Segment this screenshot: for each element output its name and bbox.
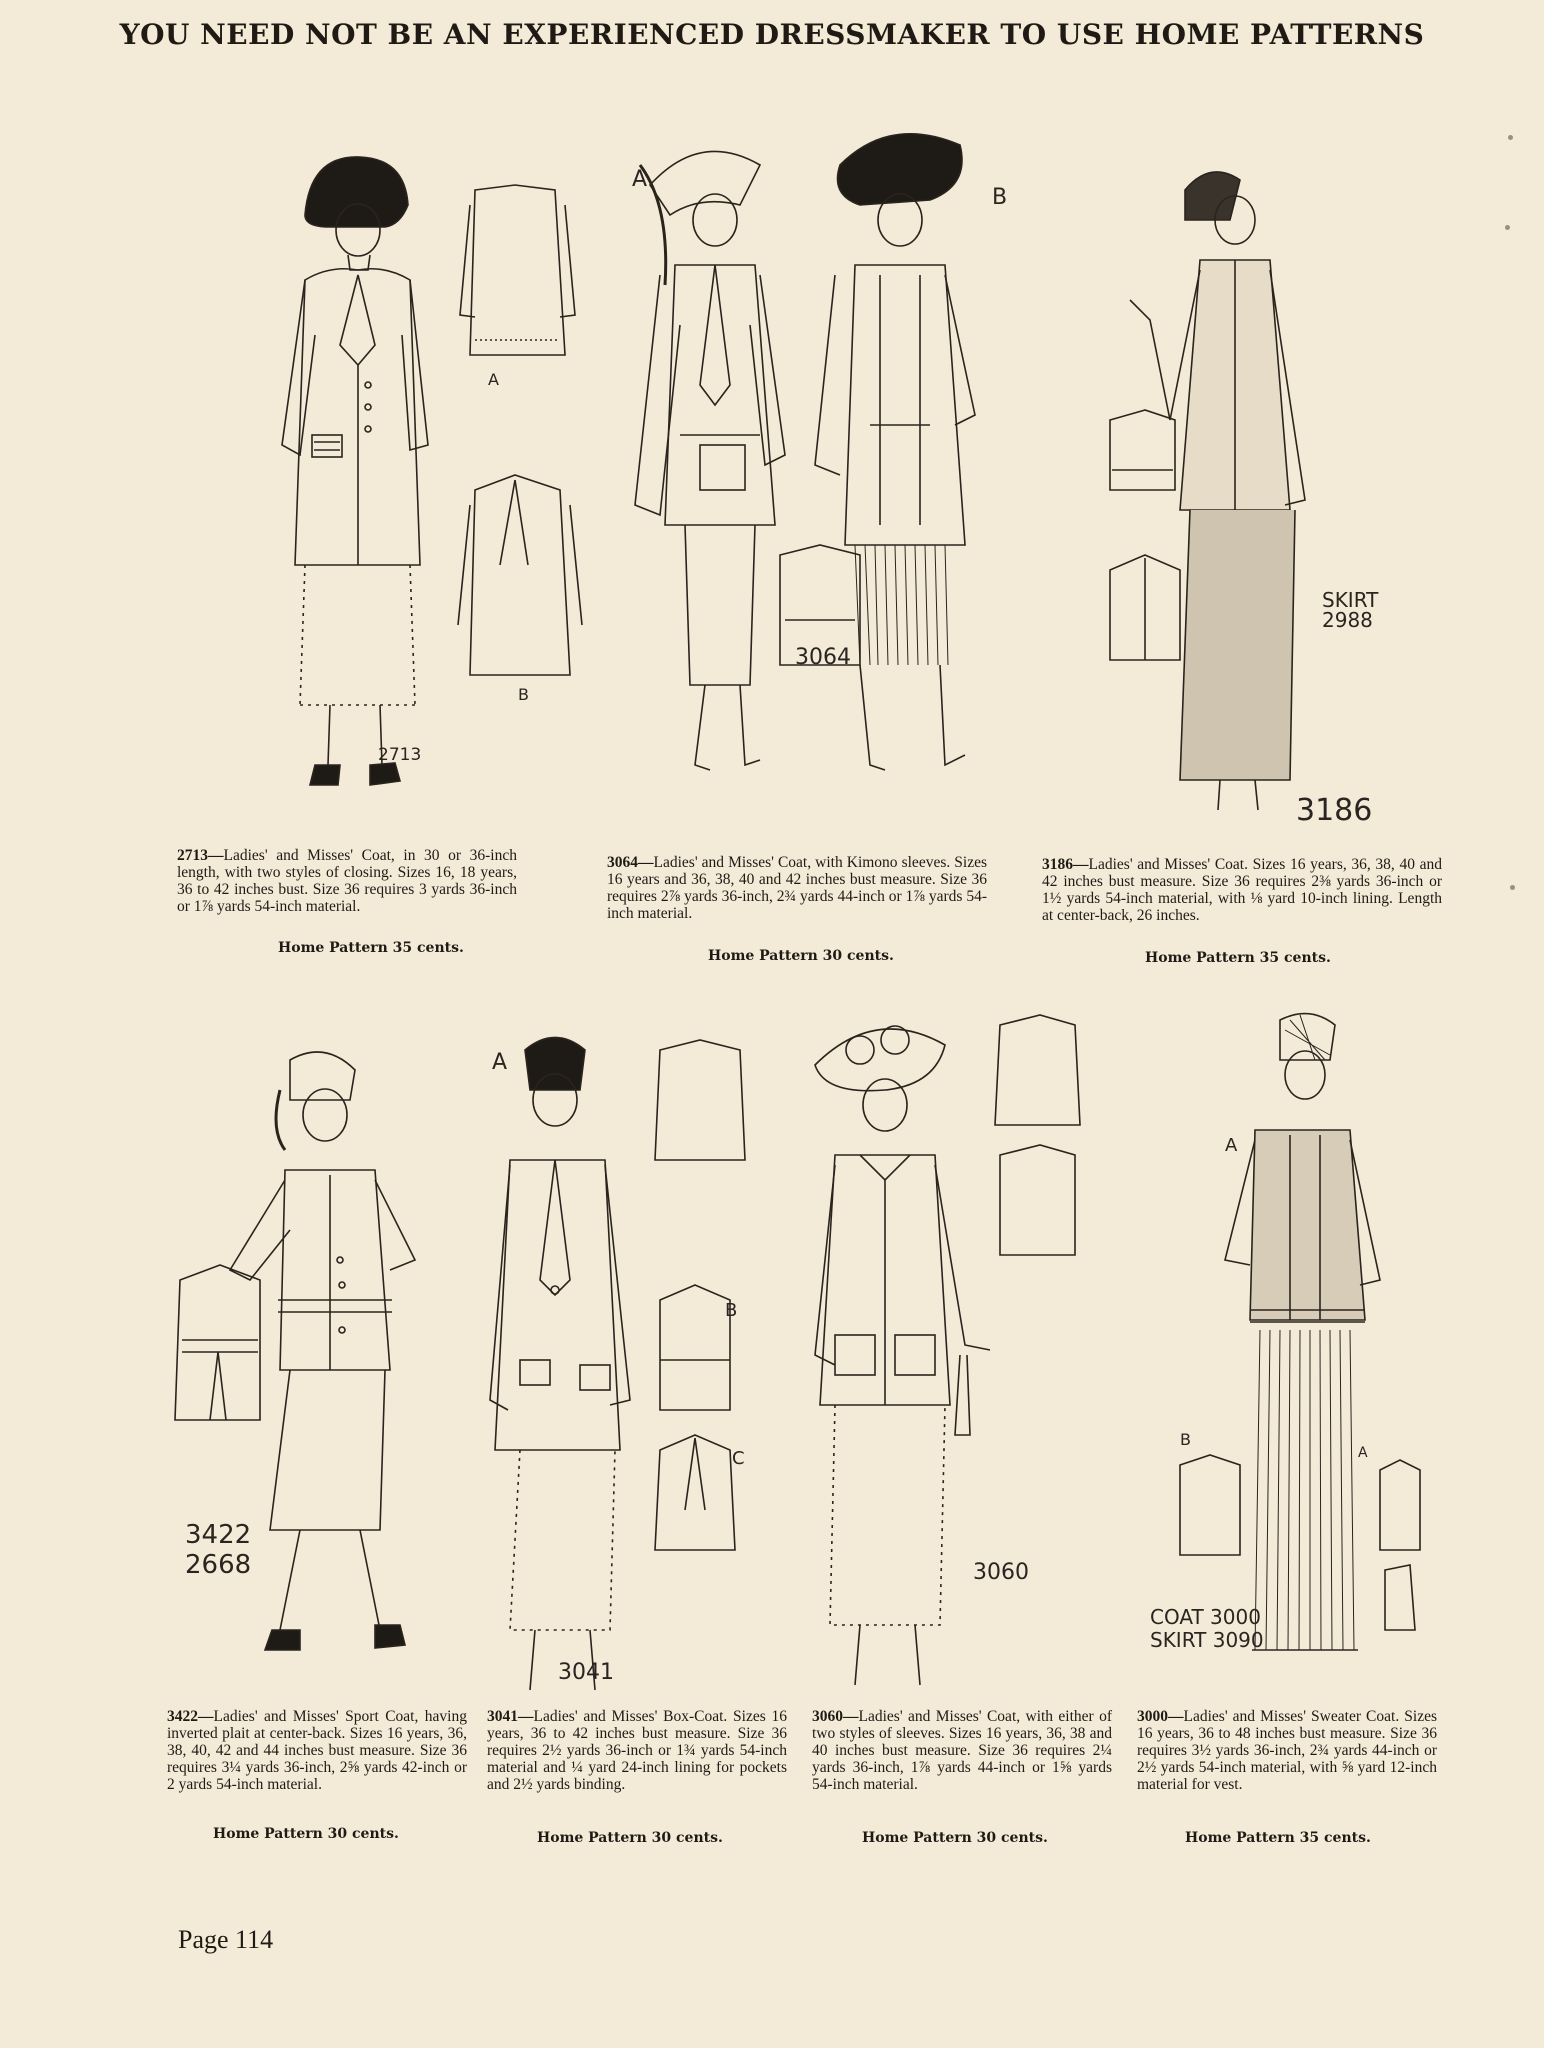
pattern-number: 3422 [185, 1520, 252, 1550]
pattern-description-3060 [812, 1708, 1112, 1793]
fashion-illustration-3422 [160, 1040, 460, 1700]
figure-label: A [632, 167, 648, 192]
figure-label: A [1225, 1135, 1238, 1156]
figure-label: A [492, 1050, 508, 1075]
pattern-price: Home Pattern 35 cents. [1185, 1830, 1371, 1846]
figure-label: A [488, 370, 499, 389]
pattern-price: Home Pattern 30 cents. [537, 1830, 723, 1846]
pattern-text: Ladies' and Misses' Coat, in 30 or 36-inch length, with two styles of closing. Sizes 16, 18 years, 36 to 42 inches bust. Size 36 requires 3 yards 36-inch or 1⅞ yards 54-inch material. [177, 847, 517, 915]
pattern-number: 3186 [1296, 793, 1373, 828]
margin-dot [1508, 135, 1513, 140]
pattern-price: Home Pattern 30 cents. [708, 948, 894, 964]
pattern-code: 3422— [167, 1708, 214, 1725]
pattern-price: Home Pattern 30 cents. [862, 1830, 1048, 1846]
pattern-text: Ladies' and Misses' Coat. Sizes 16 years, 36, 38, 40 and 42 inches bust measure. Size 36 requires 2⅜ yards 36-inch or 1½ yards 54-inch material, with ⅛ yard 10-inch lining. Length at center-back, 26 inches. [1042, 856, 1442, 924]
figure-label: B [725, 1300, 738, 1321]
pattern-number: 3041 [558, 1660, 614, 1685]
figure-label: B [992, 185, 1008, 210]
pattern-price: Home Pattern 30 cents. [213, 1826, 399, 1842]
pattern-description-2713 [177, 847, 517, 915]
fashion-illustration-3000 [1140, 1010, 1430, 1710]
pattern-text: Ladies' and Misses' Sweater Coat. Sizes 16 years, 36 to 48 inches bust measure. Size 36 requires 3½ yards 36-inch, 2¾ yards 44-inch or 2½ yards 54-inch material, with ⅝ yard 12-inch material for vest. [1137, 1708, 1437, 1793]
pattern-description-3064 [607, 854, 987, 922]
pattern-code: 3041— [487, 1708, 534, 1725]
fashion-illustration-3186 [1090, 160, 1410, 830]
pattern-description-3000 [1137, 1708, 1437, 1793]
skirt-label: SKIRT 2988 [1322, 588, 1379, 632]
pattern-code: 3060— [812, 1708, 859, 1725]
fashion-illustration-3041 [480, 1030, 780, 1710]
pattern-number: 3064 [795, 645, 851, 670]
pattern-description-3186 [1042, 856, 1442, 924]
coat-label: COAT 3000 [1150, 1605, 1261, 1629]
pattern-number: 2713 [378, 745, 422, 765]
figure-label: B [518, 685, 529, 704]
pattern-text: Ladies' and Misses' Coat, with either of two styles of sleeves. Sizes 16 years, 36, 38 and 40 inches bust measure. Size 36 requires 2¼ yards 36-inch, 1⅞ yards 44-inch or 1⅝ yards 54-inch material. [812, 1708, 1112, 1793]
pattern-code: 2713— [177, 847, 224, 864]
margin-dot [1505, 225, 1510, 230]
figure-label: A [1358, 1445, 1368, 1461]
pattern-number: 2668 [185, 1550, 252, 1580]
pattern-price: Home Pattern 35 cents. [278, 940, 464, 956]
pattern-text: Ladies' and Misses' Box-Coat. Sizes 16 years, 36 to 42 inches bust measure. Size 36 requires 2½ yards 36-inch or 1¾ yards 54-inch material and ¼ yard 24-inch lining for pockets and 2½ yards binding. [487, 1708, 787, 1793]
figure-label: C [732, 1448, 745, 1469]
pattern-price: Home Pattern 35 cents. [1145, 950, 1331, 966]
page-headline: YOU NEED NOT BE AN EXPERIENCED DRESSMAKER TO USE HOME PATTERNS [119, 18, 1425, 51]
fashion-illustration-3064 [610, 125, 1060, 825]
pattern-code: 3186— [1042, 856, 1089, 873]
pattern-description-3422 [167, 1708, 467, 1793]
pattern-code: 3064— [607, 854, 654, 871]
pattern-text: Ladies' and Misses' Coat, with Kimono sleeves. Sizes 16 years and 36, 38, 40 and 42 inches bust measure. Size 36 requires 2⅞ yards 36-inch, 2¾ yards 44-inch or 1⅞ yards 54-inch material. [607, 854, 987, 922]
skirt-label: SKIRT 3090 [1150, 1628, 1264, 1652]
pattern-code: 3000— [1137, 1708, 1184, 1725]
fashion-illustration-2713 [270, 145, 590, 825]
margin-dot [1510, 885, 1515, 890]
page-number: Page 114 [178, 1925, 274, 1954]
pattern-description-3041 [487, 1708, 787, 1793]
pattern-number: 3060 [973, 1560, 1029, 1585]
figure-label: B [1180, 1430, 1191, 1449]
fashion-illustration-3060 [805, 1005, 1105, 1705]
pattern-text: Ladies' and Misses' Sport Coat, having inverted plait at center-back. Sizes 16 years, 36, 38, 40, 42 and 44 inches bust measure. Size 36 requires 3¼ yards 36-inch, 2⅝ yards 42-inch or 2 yards 54-inch material. [167, 1708, 467, 1793]
